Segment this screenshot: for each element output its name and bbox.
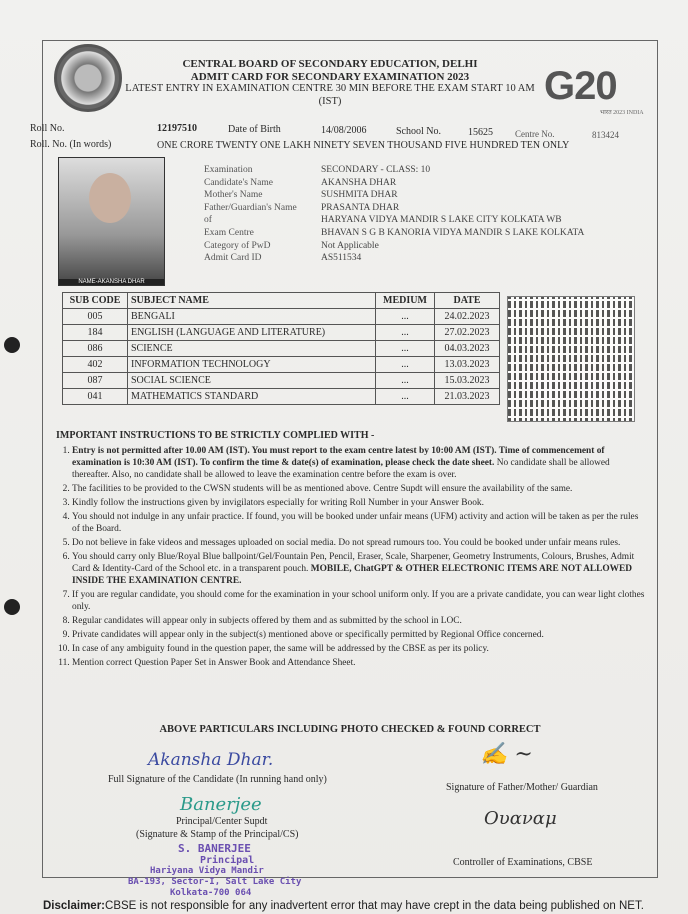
medium: ... bbox=[376, 341, 435, 357]
detail-label: Mother's Name bbox=[204, 190, 263, 201]
instructions bbox=[56, 430, 648, 671]
roll-value: 12197510 bbox=[157, 123, 197, 134]
sub-code: 184 bbox=[63, 325, 128, 341]
exam-date: 24.02.2023 bbox=[435, 309, 500, 325]
detail-value: SUSHMITA DHAR bbox=[321, 190, 398, 201]
stamp-title: Principal bbox=[200, 855, 255, 866]
principal-sub-label: (Signature & Stamp of the Principal/CS) bbox=[136, 829, 299, 840]
detail-value: HARYANA VIDYA MANDIR S LAKE CITY KOLKATA WB bbox=[321, 215, 562, 226]
subject-name: SCIENCE bbox=[128, 341, 376, 357]
instruction-item: 11. Mention correct Question Paper Set in Answer Book and Attendance Sheet. bbox=[72, 657, 648, 669]
detail-label: of bbox=[204, 215, 212, 226]
instruction-item: 5. Do not believe in fake videos and messages uploaded on social media. Do not spread rumours too. You could be booked under unfair means rules. bbox=[72, 537, 648, 549]
roll-words-value: ONE CRORE TWENTY ONE LAKH NINETY SEVEN THOUSAND FIVE HUNDRED TEN ONLY bbox=[157, 140, 570, 151]
subject-name: BENGALI bbox=[128, 309, 376, 325]
detail-value: AKANSHA DHAR bbox=[321, 177, 397, 188]
subject-name: SOCIAL SCIENCE bbox=[128, 373, 376, 389]
g20-subtitle: भारत 2023 INDIA bbox=[600, 110, 644, 116]
dob-label: Date of Birth bbox=[228, 124, 281, 135]
col-subject-name: SUBJECT NAME bbox=[128, 293, 376, 309]
entry-note: LATEST ENTRY IN EXAMINATION CENTRE 30 MIN BEFORE THE EXAM START 10 AM bbox=[125, 83, 535, 94]
school-value: 15625 bbox=[468, 127, 493, 138]
col-date: DATE bbox=[435, 293, 500, 309]
instruction-item: 7. If you are regular candidate, you should come for the examination in your school uniform only. If you are a private candidate, you can wear light clothes only. bbox=[72, 589, 648, 613]
roll-words-label: Roll. No. (In words) bbox=[30, 139, 112, 150]
detail-value: BHAVAN S G B KANORIA VIDYA MANDIR S LAKE KOLKATA bbox=[321, 228, 585, 238]
detail-value: SECONDARY - CLASS: 10 bbox=[321, 165, 431, 175]
detail-value: AS511534 bbox=[321, 253, 362, 264]
detail-label: Category of PwD bbox=[204, 240, 271, 251]
qr-code bbox=[507, 296, 635, 422]
detail-label: Father/Guardian's Name bbox=[204, 202, 297, 213]
table-row bbox=[63, 357, 500, 373]
sub-code: 087 bbox=[63, 373, 128, 389]
centre-value: 813424 bbox=[592, 130, 619, 140]
detail-label: Examination bbox=[204, 165, 253, 175]
verification-statement: ABOVE PARTICULARS INCLUDING PHOTO CHECKED & FOUND CORRECT bbox=[159, 724, 541, 735]
stamp-school: Hariyana Vidya Mandir bbox=[150, 866, 264, 876]
subject-name: MATHEMATICS STANDARD bbox=[128, 389, 376, 405]
sub-code: 086 bbox=[63, 341, 128, 357]
board-title: CENTRAL BOARD OF SECONDARY EDUCATION, DELHI bbox=[182, 58, 478, 70]
table-row bbox=[63, 389, 500, 405]
sub-code: 402 bbox=[63, 357, 128, 373]
punch-hole bbox=[4, 337, 20, 353]
instruction-item: 9. Private candidates will appear only in the subject(s) mentioned above or specifically permitted by Regional Office concerned. bbox=[72, 629, 648, 641]
controller-label: Controller of Examinations, CBSE bbox=[453, 857, 593, 868]
subjects-table bbox=[62, 292, 500, 405]
cbse-logo bbox=[54, 44, 122, 112]
entry-note-ist: (IST) bbox=[318, 96, 342, 107]
disclaimer-label: Disclaimer: bbox=[43, 900, 106, 912]
table-row bbox=[63, 373, 500, 389]
instructions-title: IMPORTANT INSTRUCTIONS TO BE STRICTLY COMPLIED WITH - bbox=[56, 430, 375, 441]
exam-date: 13.03.2023 bbox=[435, 357, 500, 373]
medium: ... bbox=[376, 373, 435, 389]
controller-signature: Oυαναμ bbox=[484, 808, 557, 829]
medium: ... bbox=[376, 309, 435, 325]
detail-value: PRASANTA DHAR bbox=[321, 202, 400, 213]
principal-label: Principal/Center Supdt bbox=[176, 816, 268, 827]
principal-signature: Banerjee bbox=[180, 794, 262, 815]
exam-date: 21.03.2023 bbox=[435, 389, 500, 405]
instruction-item: 8. Regular candidates will appear only in subjects offered by them and as submitted by the school in LOC. bbox=[72, 615, 648, 627]
col-medium: MEDIUM bbox=[376, 293, 435, 309]
sub-code: 041 bbox=[63, 389, 128, 405]
candidate-photo bbox=[58, 157, 165, 286]
instruction-bold: Entry is not permitted after 10.00 AM (IST). You must report to the exam centre latest by 10:00 AM (IST). Time of commencement of examination is 10:30 AM (IST). To confirm the time & date(s) of examination, please check the date sheet. bbox=[72, 446, 605, 468]
guardian-signature: ✍ ~ bbox=[480, 742, 533, 767]
punch-hole bbox=[4, 599, 20, 615]
detail-label: Admit Card ID bbox=[204, 253, 262, 264]
detail-label: Exam Centre bbox=[204, 228, 254, 238]
instruction-item: 10. In case of any ambiguity found in the question paper, the same will be addressed by the CBSE as per its policy. bbox=[72, 643, 648, 655]
table-row bbox=[63, 325, 500, 341]
subject-name: INFORMATION TECHNOLOGY bbox=[128, 357, 376, 373]
table-row bbox=[63, 309, 500, 325]
instruction-item: 4. You should not indulge in any unfair practice. If found, you will be booked under unfair means (UFM) activity and action will be taken as per the rules of the Board. bbox=[72, 511, 648, 535]
detail-value: Not Applicable bbox=[321, 240, 379, 251]
medium: ... bbox=[376, 357, 435, 373]
candidate-signature-label: Full Signature of the Candidate (In running hand only) bbox=[108, 774, 327, 785]
instruction-bold: MOBILE, ChatGPT & OTHER ELECTRONIC ITEMS ARE NOT ALLOWED INSIDE THE EXAMINATION CENTRE. bbox=[72, 564, 633, 586]
candidate-signature: Akansha Dhar. bbox=[148, 750, 274, 770]
medium: ... bbox=[376, 325, 435, 341]
instruction-item bbox=[72, 445, 648, 481]
table-header bbox=[63, 293, 500, 309]
disclaimer-text: CBSE is not responsible for any inadvertent error that may have crept in the data being published on NET. bbox=[105, 900, 644, 912]
stamp-address: BA-193, Sector-I, Salt Lake City bbox=[128, 877, 302, 887]
centre-label: Centre No. bbox=[515, 129, 555, 139]
exam-date: 27.02.2023 bbox=[435, 325, 500, 341]
guardian-signature-label: Signature of Father/Mother/ Guardian bbox=[446, 782, 598, 793]
disclaimer bbox=[43, 900, 644, 913]
exam-date: 04.03.2023 bbox=[435, 341, 500, 357]
col-sub-code: SUB CODE bbox=[63, 293, 128, 309]
instruction-text: You should carry only Blue/Royal Blue ballpoint/Gel/Fountain Pen, Pencil, Eraser, Scale, Sharpener, Geometry Instruments, Colours, Brushes, Admit Card & Identity-Card of the School etc. in a transparent pouch. bbox=[72, 552, 635, 574]
sub-code: 005 bbox=[63, 309, 128, 325]
g20-logo: G20 bbox=[544, 64, 617, 108]
stamp-city: Kolkata-700 064 bbox=[170, 888, 252, 898]
instruction-item: 2. The facilities to be provided to the CWSN students will be as mentioned above. Centre Supdt will ensure the availability of the same. bbox=[72, 483, 648, 495]
subject-name: ENGLISH (LANGUAGE AND LITERATURE) bbox=[128, 325, 376, 341]
instruction-text: No candidate shall be allowed thereafter. Also, no candidate shall be allowed to leave the examination centre before the exam is over. bbox=[72, 458, 610, 480]
exam-date: 15.03.2023 bbox=[435, 373, 500, 389]
instruction-item bbox=[72, 551, 648, 587]
instruction-item: 3. Kindly follow the instructions given by invigilators especially for writing Roll Number in your Answer Book. bbox=[72, 497, 648, 509]
card-title: ADMIT CARD FOR SECONDARY EXAMINATION 2023 bbox=[190, 71, 470, 83]
stamp-name: S. BANERJEE bbox=[178, 842, 251, 855]
dob-value: 14/08/2006 bbox=[321, 125, 367, 136]
roll-label: Roll No. bbox=[30, 123, 65, 134]
table-row bbox=[63, 341, 500, 357]
detail-label: Candidate's Name bbox=[204, 177, 273, 188]
medium: ... bbox=[376, 389, 435, 405]
photo-caption: NAME-AKANSHA DHAR bbox=[59, 279, 164, 285]
school-label: School No. bbox=[396, 126, 441, 137]
